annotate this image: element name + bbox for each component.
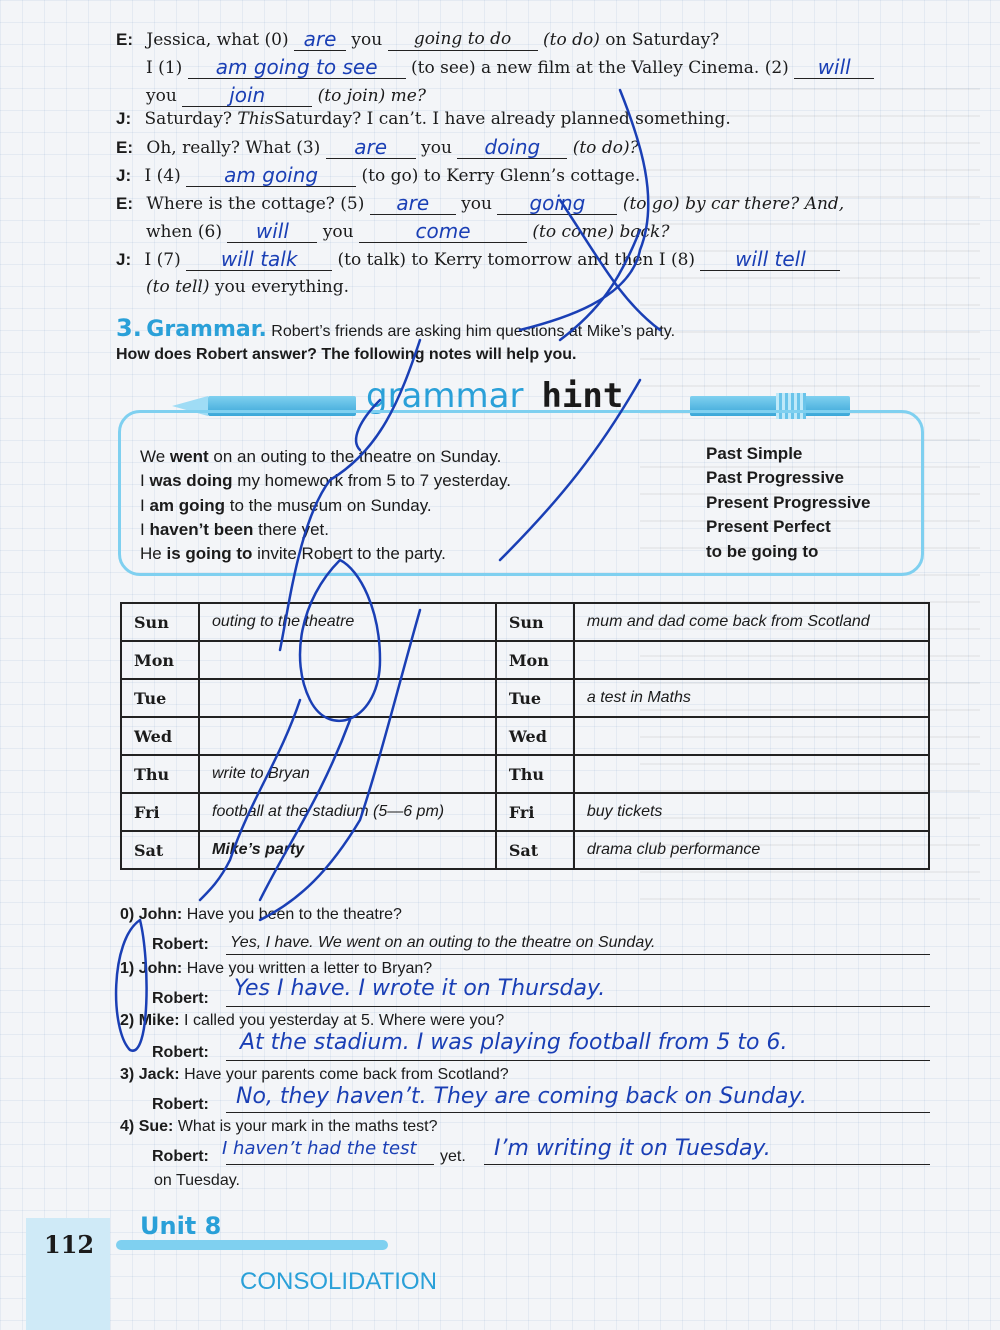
event-cell: a test in Maths [574,679,929,717]
handwritten-answer: Yes I have. I wrote it on Thursday. [234,976,606,1001]
text: Jessica, what (0) [146,30,289,50]
printed-continuation: on Tuesday. [154,1172,240,1189]
page-number: 112 [44,1230,95,1259]
day-cell: Wed [496,717,574,755]
question-3: 3) Jack: Have your parents come back from Scotland? [120,1066,509,1083]
handwritten-answer: No, they haven’t. They are coming back on Sunday. [236,1084,807,1109]
dialogue-line-4 [116,108,928,130]
table-row [121,717,929,755]
text: (to join) me? [317,86,426,106]
answer-blank [457,136,567,159]
hint-example: I was doing my homework from 5 to 7 yesterday. [140,471,511,490]
question-4: 4) Sue: What is your mark in the maths test? [120,1118,438,1135]
event-cell: outing to the theatre [199,603,496,641]
event-cell [574,641,929,679]
answer-blank [182,84,312,107]
answer-blank [186,164,356,187]
tense-name: Past Progressive [706,468,844,487]
printed-yet: yet. [440,1148,466,1165]
speaker-label: J: [116,109,132,128]
speaker-label: E: [116,194,133,213]
answer-blank [370,192,456,215]
event-cell [199,679,496,717]
table-row [121,679,929,717]
handwritten-answer: am going [224,163,319,187]
event-cell: football at the stadium (5—6 pm) [199,793,496,831]
task-question: How does Robert answer? The following notes will help you. [116,346,577,363]
text: I (7) [144,250,181,270]
event-cell: buy tickets [574,793,929,831]
speaker-label: J: [116,166,132,185]
answer-blank [359,220,527,243]
text: Saturday? [144,109,232,129]
handwritten-answer: will tell [735,247,806,271]
dialogue-line-3 [146,84,958,107]
handwritten-answer: will [255,219,289,243]
schedule-table [120,602,930,870]
day-cell: Sat [121,831,199,869]
text: I (1) [146,58,183,78]
hint-example: I am going to the museum on Sunday. [140,496,432,515]
handwritten-answer: come [415,219,471,243]
day-cell: Fri [496,793,574,831]
answer-line [484,1164,930,1165]
answer-line [226,1164,434,1165]
table-row [121,793,929,831]
task-number: 3. [116,314,142,342]
dialogue-line-6 [116,164,928,187]
day-cell: Sun [121,603,199,641]
dialogue-line-9 [116,248,928,271]
robert-label: Robert: [152,1096,209,1113]
handwritten-answer: will [817,55,851,79]
table-row [121,641,929,679]
answer-blank [227,220,317,243]
question-1: 1) John: Have you written a letter to Bryan? [120,960,433,977]
text: you [351,30,383,50]
printed-answer: going to do [413,29,512,49]
grammar-word: grammar [366,376,524,416]
answer-line [226,1006,930,1007]
tense-name: to be going to [706,542,819,561]
answer-blank [294,28,346,51]
text: on Saturday? [605,30,720,50]
robert-label: Robert: [152,990,209,1007]
handwritten-answer: join [229,83,266,107]
answer-blank [388,28,538,51]
answer-blank [794,56,874,79]
hint-word: hint [541,376,624,416]
unit-bar [116,1240,388,1250]
hint-verb: (to tell) [146,277,210,297]
day-cell: Thu [496,755,574,793]
text: Oh, really? What (3) [146,138,321,158]
day-cell: Tue [496,679,574,717]
text: you [461,194,492,214]
day-cell: Sun [496,603,574,641]
table-row [121,831,929,869]
table-row [121,755,929,793]
question-2: 2) Mike: I called you yesterday at 5. Where were you? [120,1012,505,1029]
day-cell: Wed [121,717,199,755]
dialogue-line-7 [116,192,928,215]
answer-blank [497,192,617,215]
answer-line [226,1112,930,1113]
section-label: CONSOLIDATION [240,1268,437,1295]
hint-example: I haven’t been there yet. [140,520,329,539]
tense-name: Past Simple [706,444,803,463]
robert-label: Robert: [152,936,209,953]
dialogue-line-10 [146,276,958,298]
text: (to go) to Kerry Glenn’s cottage. [361,166,641,186]
handwritten-answer: are [303,27,337,51]
speaker-label: J: [116,250,132,269]
text: you [421,138,452,158]
day-cell: Thu [121,755,199,793]
dialogue-line-1 [116,28,928,51]
dialogue-line-8 [146,220,958,243]
hint-verb: (to come) back? [532,222,670,242]
handwritten-answer: are [354,135,388,159]
emphasis: This [237,109,274,129]
day-cell: Mon [121,641,199,679]
text: you [322,222,354,242]
answer-line [226,954,930,955]
answer-blank [186,248,332,271]
event-cell [574,717,929,755]
speaker-label: E: [116,30,133,49]
handwritten-answer: At the stadium. I was playing football from 5 to 6. [240,1030,788,1055]
example-answer: Yes, I have. We went on an outing to the theatre on Sunday. [230,934,656,951]
text: you [146,86,177,106]
event-cell [199,717,496,755]
hint-verb: (to do)? [572,138,639,158]
hint-example: We went on an outing to the theatre on Sunday. [140,447,502,466]
text: (to talk) to Kerry tomorrow and then I (8) [337,250,696,270]
answer-blank [326,136,416,159]
answer-blank [700,248,840,271]
text: Saturday? I can’t. I have already planned something. [273,109,731,129]
handwritten-answer: I’m writing it on Tuesday. [494,1136,771,1161]
event-cell: drama club performance [574,831,929,869]
text: I (4) [144,166,181,186]
tense-name: Present Perfect [706,517,831,536]
answer-line [226,1060,930,1061]
question-0: 0) John: Have you been to the theatre? [120,906,402,923]
text: Where is the cottage? (5) [146,194,365,214]
handwritten-answer: will talk [220,247,298,271]
text: you everything. [214,277,350,297]
answer-blank [188,56,406,79]
robert-label: Robert: [152,1044,209,1061]
unit-label: Unit 8 [140,1212,222,1240]
day-cell: Sat [496,831,574,869]
task-title: Grammar. [146,317,267,342]
hint-verb: (to do) [543,30,600,50]
event-cell [199,641,496,679]
event-cell [574,755,929,793]
day-cell: Tue [121,679,199,717]
day-cell: Fri [121,793,199,831]
handwritten-answer: going [529,191,586,215]
dialogue-line-2 [146,56,958,79]
text: (to see) a new film at the Valley Cinema. (2) [411,58,789,78]
task-instruction: Robert’s friends are asking him questions at Mike’s party. [271,323,676,340]
day-cell: Mon [496,641,574,679]
handwritten-answer: are [396,191,430,215]
text: (to go) by car there? And, [622,194,845,214]
tense-name: Present Progressive [706,493,871,512]
handwritten-answer: I haven’t had the test [222,1138,417,1159]
event-cell: mum and dad come back from Scotland [574,603,929,641]
handwritten-answer: doing [484,135,541,159]
handwritten-answer: am going to see [215,55,378,79]
dialogue-line-5 [116,136,928,159]
task-heading [116,314,936,364]
event-cell: write to Bryan [199,755,496,793]
table-row [121,603,929,641]
robert-label: Robert: [152,1148,209,1165]
text: when (6) [146,222,222,242]
hint-example: He is going to invite Robert to the party. [140,544,446,563]
speaker-label: E: [116,138,133,157]
event-cell: Mike’s party [199,831,496,869]
